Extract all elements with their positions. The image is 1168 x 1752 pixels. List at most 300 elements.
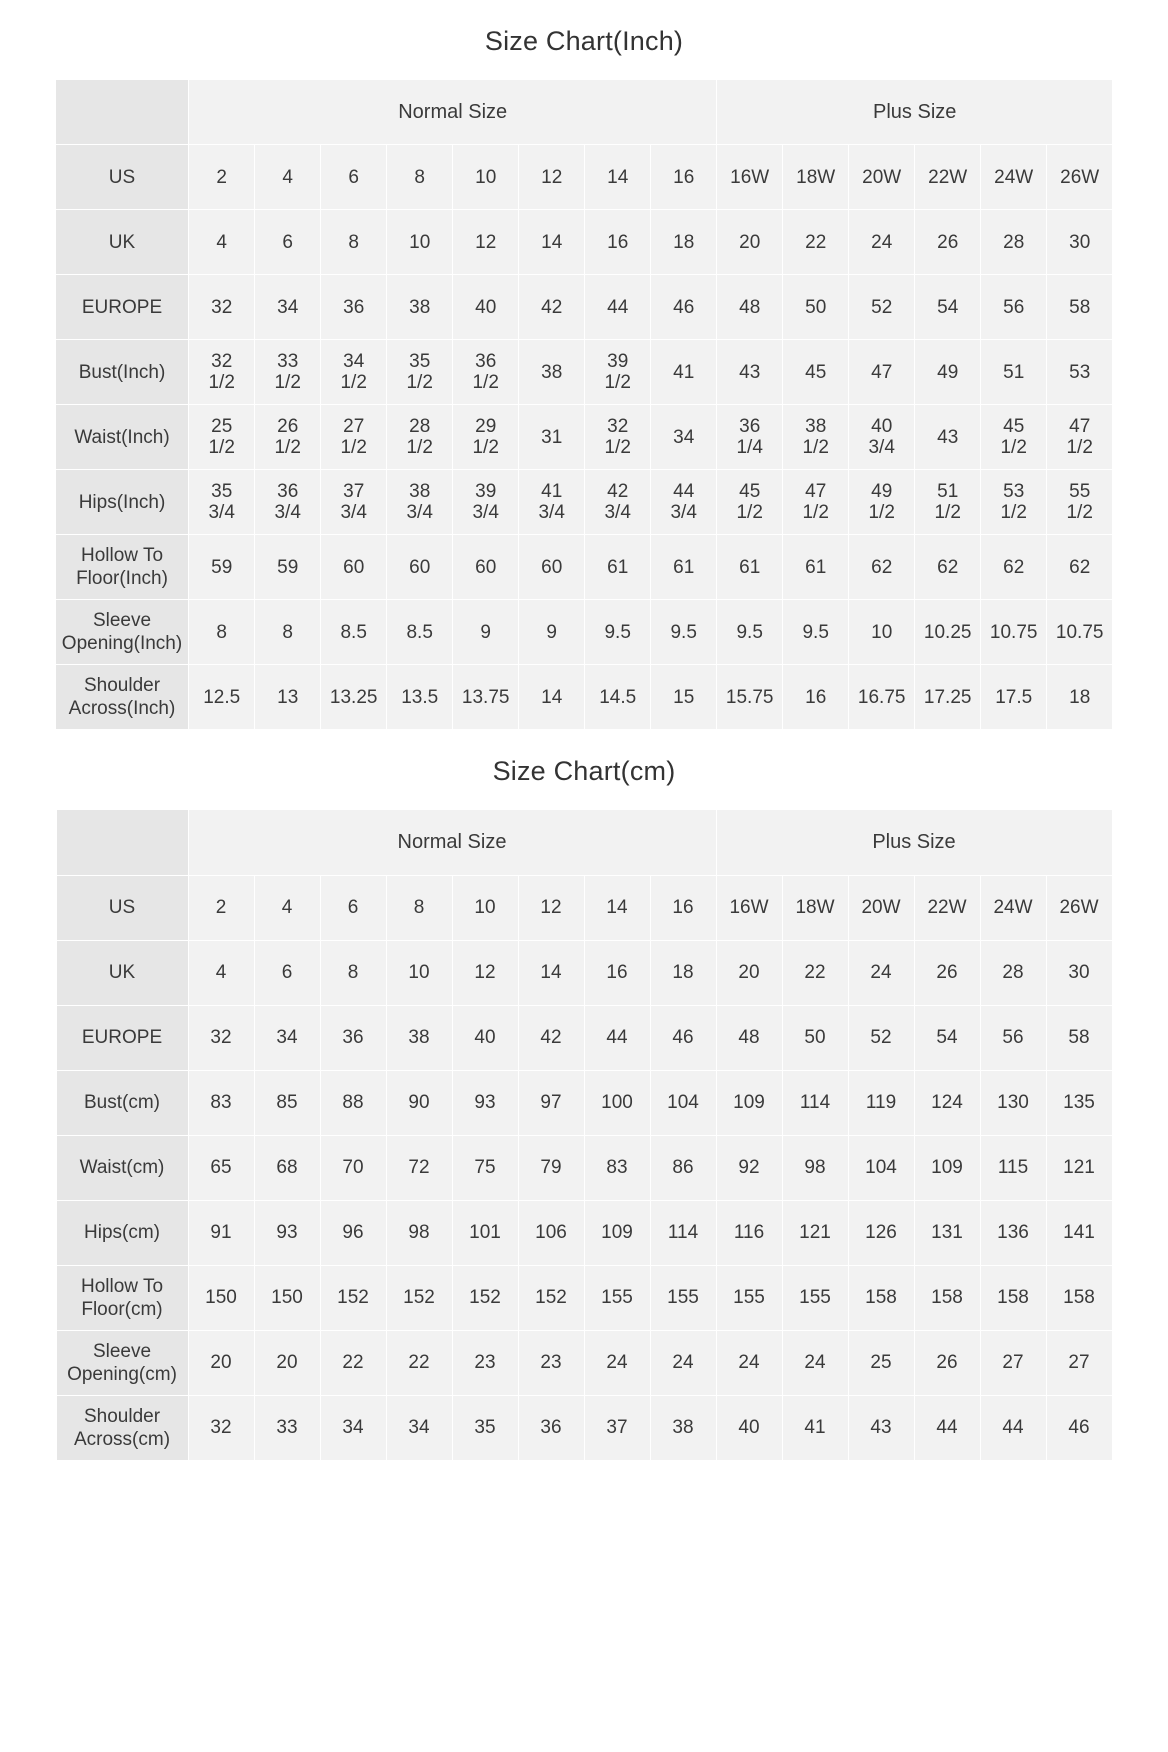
cell: 85 bbox=[254, 1070, 320, 1135]
cell: 26 bbox=[914, 940, 980, 1005]
cell: 20 bbox=[188, 1330, 254, 1395]
cell: 38 bbox=[650, 1395, 716, 1460]
cell: 10 bbox=[453, 145, 519, 210]
cell: 16 bbox=[584, 940, 650, 1005]
cell: 25 1/2 bbox=[189, 405, 255, 470]
cell: 16 bbox=[783, 665, 849, 730]
cell: 152 bbox=[386, 1265, 452, 1330]
cell: 8.5 bbox=[321, 600, 387, 665]
cell: 155 bbox=[782, 1265, 848, 1330]
cell: 61 bbox=[585, 535, 651, 600]
cell: 10 bbox=[849, 600, 915, 665]
row-header: Waist(Inch) bbox=[55, 405, 188, 470]
cell: 8 bbox=[386, 875, 452, 940]
cell: 22 bbox=[320, 1330, 386, 1395]
cell: 25 bbox=[848, 1330, 914, 1395]
cell: 62 bbox=[915, 535, 981, 600]
cell: 39 3/4 bbox=[453, 470, 519, 535]
cell: 9.5 bbox=[651, 600, 717, 665]
cell: 10.25 bbox=[915, 600, 981, 665]
cell: 12 bbox=[518, 875, 584, 940]
cell: 40 3/4 bbox=[849, 405, 915, 470]
size-table-inch bbox=[55, 79, 1113, 730]
cell: 6 bbox=[254, 940, 320, 1005]
cell: 15 bbox=[651, 665, 717, 730]
cell: 24 bbox=[716, 1330, 782, 1395]
cell: 42 bbox=[518, 1005, 584, 1070]
cell: 13 bbox=[255, 665, 321, 730]
cell: 6 bbox=[255, 210, 321, 275]
cell: 38 3/4 bbox=[387, 470, 453, 535]
cell: 45 bbox=[783, 340, 849, 405]
cell: 37 3/4 bbox=[321, 470, 387, 535]
cell: 14 bbox=[518, 940, 584, 1005]
cell: 58 bbox=[1046, 1005, 1112, 1070]
table-row bbox=[56, 1330, 1112, 1395]
row-header: Shoulder Across(Inch) bbox=[55, 665, 188, 730]
cell: 93 bbox=[452, 1070, 518, 1135]
group-header-normal-size: Normal Size bbox=[188, 810, 716, 875]
cell: 32 bbox=[189, 275, 255, 340]
row-header: Bust(Inch) bbox=[55, 340, 188, 405]
size-table-cm bbox=[56, 809, 1113, 1460]
cell: 49 bbox=[915, 340, 981, 405]
row-header: EUROPE bbox=[56, 1005, 188, 1070]
cell: 155 bbox=[650, 1265, 716, 1330]
cell: 13.25 bbox=[321, 665, 387, 730]
cell: 24 bbox=[650, 1330, 716, 1395]
cell: 86 bbox=[650, 1135, 716, 1200]
cell: 59 bbox=[189, 535, 255, 600]
cell: 150 bbox=[188, 1265, 254, 1330]
cell: 52 bbox=[848, 1005, 914, 1070]
cell: 50 bbox=[783, 275, 849, 340]
cell: 12.5 bbox=[189, 665, 255, 730]
row-header: US bbox=[56, 875, 188, 940]
cell: 54 bbox=[915, 275, 981, 340]
cell: 62 bbox=[849, 535, 915, 600]
cell: 36 1/4 bbox=[717, 405, 783, 470]
cell: 40 bbox=[453, 275, 519, 340]
cell: 27 bbox=[1046, 1330, 1112, 1395]
cell: 61 bbox=[717, 535, 783, 600]
cell: 62 bbox=[1047, 535, 1113, 600]
cell: 33 bbox=[254, 1395, 320, 1460]
cell: 14 bbox=[584, 875, 650, 940]
cell: 104 bbox=[848, 1135, 914, 1200]
cell: 8 bbox=[255, 600, 321, 665]
cell: 16 bbox=[585, 210, 651, 275]
cell: 20W bbox=[849, 145, 915, 210]
cell: 26 bbox=[914, 1330, 980, 1395]
cell: 34 bbox=[254, 1005, 320, 1070]
cell: 24 bbox=[849, 210, 915, 275]
cell: 38 bbox=[386, 1005, 452, 1070]
cell: 115 bbox=[980, 1135, 1046, 1200]
cell: 24 bbox=[782, 1330, 848, 1395]
cell: 35 3/4 bbox=[189, 470, 255, 535]
cell: 152 bbox=[518, 1265, 584, 1330]
cell: 16W bbox=[716, 875, 782, 940]
cell: 8 bbox=[320, 940, 386, 1005]
cell: 96 bbox=[320, 1200, 386, 1265]
page-title-cm: Size Chart(cm) bbox=[492, 756, 676, 787]
cell: 12 bbox=[452, 940, 518, 1005]
cell: 22 bbox=[783, 210, 849, 275]
cell: 26W bbox=[1046, 875, 1112, 940]
cell: 13.5 bbox=[387, 665, 453, 730]
cell: 4 bbox=[255, 145, 321, 210]
group-header-normal-size: Normal Size bbox=[189, 80, 717, 145]
cell: 116 bbox=[716, 1200, 782, 1265]
cell: 6 bbox=[321, 145, 387, 210]
cell: 27 bbox=[980, 1330, 1046, 1395]
row-header: Hips(Inch) bbox=[55, 470, 188, 535]
cell: 10 bbox=[387, 210, 453, 275]
cell: 47 1/2 bbox=[783, 470, 849, 535]
cell: 34 1/2 bbox=[321, 340, 387, 405]
cell: 4 bbox=[254, 875, 320, 940]
cell: 14 bbox=[519, 210, 585, 275]
cell: 158 bbox=[914, 1265, 980, 1330]
table-corner-cell bbox=[56, 810, 188, 875]
cell: 46 bbox=[650, 1005, 716, 1070]
cell: 23 bbox=[452, 1330, 518, 1395]
cell: 36 1/2 bbox=[453, 340, 519, 405]
table-corner-cell bbox=[55, 80, 188, 145]
cell: 18W bbox=[782, 875, 848, 940]
cell: 100 bbox=[584, 1070, 650, 1135]
cell: 43 bbox=[915, 405, 981, 470]
cell: 24W bbox=[981, 145, 1047, 210]
cell: 51 1/2 bbox=[915, 470, 981, 535]
cell: 9.5 bbox=[783, 600, 849, 665]
cell: 44 bbox=[980, 1395, 1046, 1460]
cell: 136 bbox=[980, 1200, 1046, 1265]
cell: 12 bbox=[453, 210, 519, 275]
cell: 61 bbox=[783, 535, 849, 600]
cell: 14 bbox=[519, 665, 585, 730]
cell: 18W bbox=[783, 145, 849, 210]
cell: 37 bbox=[584, 1395, 650, 1460]
cell: 43 bbox=[717, 340, 783, 405]
cell: 119 bbox=[848, 1070, 914, 1135]
cell: 38 1/2 bbox=[783, 405, 849, 470]
table-row-groups bbox=[56, 810, 1112, 875]
cell: 93 bbox=[254, 1200, 320, 1265]
cell: 9 bbox=[519, 600, 585, 665]
cell: 10.75 bbox=[981, 600, 1047, 665]
cell: 14 bbox=[585, 145, 651, 210]
cell: 97 bbox=[518, 1070, 584, 1135]
cell: 28 bbox=[981, 210, 1047, 275]
cell: 54 bbox=[914, 1005, 980, 1070]
cell: 20 bbox=[717, 210, 783, 275]
cell: 60 bbox=[453, 535, 519, 600]
cell: 32 bbox=[188, 1395, 254, 1460]
cell: 20W bbox=[848, 875, 914, 940]
cell: 2 bbox=[188, 875, 254, 940]
cell: 22 bbox=[386, 1330, 452, 1395]
cell: 16 bbox=[650, 875, 716, 940]
table-row bbox=[55, 145, 1112, 210]
cell: 20 bbox=[254, 1330, 320, 1395]
cell: 6 bbox=[320, 875, 386, 940]
cell: 79 bbox=[518, 1135, 584, 1200]
table-row bbox=[55, 340, 1112, 405]
cell: 41 3/4 bbox=[519, 470, 585, 535]
cell: 24W bbox=[980, 875, 1046, 940]
cell: 70 bbox=[320, 1135, 386, 1200]
cell: 18 bbox=[650, 940, 716, 1005]
cell: 130 bbox=[980, 1070, 1046, 1135]
cell: 42 bbox=[519, 275, 585, 340]
group-header-plus-size: Plus Size bbox=[716, 810, 1112, 875]
cell: 49 1/2 bbox=[849, 470, 915, 535]
cell: 50 bbox=[782, 1005, 848, 1070]
cell: 44 3/4 bbox=[651, 470, 717, 535]
cell: 53 bbox=[1047, 340, 1113, 405]
cell: 41 bbox=[782, 1395, 848, 1460]
cell: 17.5 bbox=[981, 665, 1047, 730]
row-header: Hips(cm) bbox=[56, 1200, 188, 1265]
cell: 65 bbox=[188, 1135, 254, 1200]
cell: 10 bbox=[386, 940, 452, 1005]
cell: 52 bbox=[849, 275, 915, 340]
cell: 2 bbox=[189, 145, 255, 210]
cell: 59 bbox=[255, 535, 321, 600]
cell: 40 bbox=[716, 1395, 782, 1460]
cell: 8 bbox=[387, 145, 453, 210]
cell: 10 bbox=[452, 875, 518, 940]
cell: 34 bbox=[386, 1395, 452, 1460]
cell: 15.75 bbox=[717, 665, 783, 730]
table-row bbox=[56, 1070, 1112, 1135]
cell: 98 bbox=[386, 1200, 452, 1265]
row-header: Bust(cm) bbox=[56, 1070, 188, 1135]
table-row bbox=[56, 1135, 1112, 1200]
cell: 9.5 bbox=[585, 600, 651, 665]
cell: 47 bbox=[849, 340, 915, 405]
cell: 30 bbox=[1046, 940, 1112, 1005]
table-row bbox=[55, 210, 1112, 275]
cell: 158 bbox=[980, 1265, 1046, 1330]
cell: 28 bbox=[980, 940, 1046, 1005]
cell: 90 bbox=[386, 1070, 452, 1135]
cell: 109 bbox=[584, 1200, 650, 1265]
row-header: Hollow To Floor(cm) bbox=[56, 1265, 188, 1330]
cell: 46 bbox=[651, 275, 717, 340]
cell: 39 1/2 bbox=[585, 340, 651, 405]
cell: 155 bbox=[716, 1265, 782, 1330]
table-row bbox=[55, 535, 1112, 600]
cell: 45 1/2 bbox=[717, 470, 783, 535]
cell: 124 bbox=[914, 1070, 980, 1135]
cell: 135 bbox=[1046, 1070, 1112, 1135]
cell: 109 bbox=[716, 1070, 782, 1135]
cell: 23 bbox=[518, 1330, 584, 1395]
cell: 34 bbox=[651, 405, 717, 470]
cell: 72 bbox=[386, 1135, 452, 1200]
cell: 29 1/2 bbox=[453, 405, 519, 470]
cell: 36 bbox=[321, 275, 387, 340]
cell: 26 bbox=[915, 210, 981, 275]
cell: 33 1/2 bbox=[255, 340, 321, 405]
group-header-plus-size: Plus Size bbox=[717, 80, 1113, 145]
cell: 44 bbox=[585, 275, 651, 340]
cell: 24 bbox=[584, 1330, 650, 1395]
cell: 47 1/2 bbox=[1047, 405, 1113, 470]
size-table-cm-body bbox=[56, 810, 1112, 1460]
cell: 60 bbox=[387, 535, 453, 600]
cell: 55 1/2 bbox=[1047, 470, 1113, 535]
cell: 114 bbox=[650, 1200, 716, 1265]
cell: 58 bbox=[1047, 275, 1113, 340]
cell: 104 bbox=[650, 1070, 716, 1135]
cell: 28 1/2 bbox=[387, 405, 453, 470]
row-header: Waist(cm) bbox=[56, 1135, 188, 1200]
cell: 31 bbox=[519, 405, 585, 470]
table-row bbox=[55, 665, 1112, 730]
cell: 22W bbox=[914, 875, 980, 940]
cell: 109 bbox=[914, 1135, 980, 1200]
row-header: Sleeve Opening(cm) bbox=[56, 1330, 188, 1395]
cell: 114 bbox=[782, 1070, 848, 1135]
table-row bbox=[56, 1395, 1112, 1460]
cell: 68 bbox=[254, 1135, 320, 1200]
cell: 16 bbox=[651, 145, 717, 210]
cell: 8.5 bbox=[387, 600, 453, 665]
cell: 106 bbox=[518, 1200, 584, 1265]
cell: 83 bbox=[584, 1135, 650, 1200]
cell: 36 bbox=[518, 1395, 584, 1460]
cell: 44 bbox=[584, 1005, 650, 1070]
cell: 24 bbox=[848, 940, 914, 1005]
table-row bbox=[55, 405, 1112, 470]
cell: 26 1/2 bbox=[255, 405, 321, 470]
cell: 27 1/2 bbox=[321, 405, 387, 470]
table-row bbox=[56, 1265, 1112, 1330]
table-row bbox=[56, 940, 1112, 1005]
cell: 9 bbox=[453, 600, 519, 665]
cell: 46 bbox=[1046, 1395, 1112, 1460]
cell: 13.75 bbox=[453, 665, 519, 730]
table-row bbox=[56, 875, 1112, 940]
row-header: Shoulder Across(cm) bbox=[56, 1395, 188, 1460]
table-row bbox=[55, 600, 1112, 665]
cell: 75 bbox=[452, 1135, 518, 1200]
table-row-groups bbox=[55, 80, 1112, 145]
cell: 17.25 bbox=[915, 665, 981, 730]
cell: 158 bbox=[1046, 1265, 1112, 1330]
size-chart-cm-section bbox=[0, 730, 1168, 1460]
cell: 26W bbox=[1047, 145, 1113, 210]
cell: 38 bbox=[387, 275, 453, 340]
row-header: UK bbox=[56, 940, 188, 1005]
cell: 88 bbox=[320, 1070, 386, 1135]
cell: 141 bbox=[1046, 1200, 1112, 1265]
cell: 60 bbox=[519, 535, 585, 600]
cell: 53 1/2 bbox=[981, 470, 1047, 535]
cell: 22W bbox=[915, 145, 981, 210]
cell: 16W bbox=[717, 145, 783, 210]
cell: 35 bbox=[452, 1395, 518, 1460]
row-header: Hollow To Floor(Inch) bbox=[55, 535, 188, 600]
size-table-inch-body bbox=[55, 80, 1112, 730]
cell: 9.5 bbox=[717, 600, 783, 665]
cell: 10.75 bbox=[1047, 600, 1113, 665]
cell: 45 1/2 bbox=[981, 405, 1047, 470]
cell: 48 bbox=[717, 275, 783, 340]
cell: 34 bbox=[320, 1395, 386, 1460]
cell: 61 bbox=[651, 535, 717, 600]
cell: 158 bbox=[848, 1265, 914, 1330]
cell: 32 1/2 bbox=[189, 340, 255, 405]
row-header: Sleeve Opening(Inch) bbox=[55, 600, 188, 665]
table-row bbox=[55, 275, 1112, 340]
cell: 18 bbox=[1047, 665, 1113, 730]
cell: 51 bbox=[981, 340, 1047, 405]
cell: 42 3/4 bbox=[585, 470, 651, 535]
cell: 131 bbox=[914, 1200, 980, 1265]
size-chart-inch-section bbox=[0, 0, 1168, 730]
cell: 121 bbox=[1046, 1135, 1112, 1200]
cell: 32 1/2 bbox=[585, 405, 651, 470]
cell: 18 bbox=[651, 210, 717, 275]
cell: 35 1/2 bbox=[387, 340, 453, 405]
cell: 32 bbox=[188, 1005, 254, 1070]
cell: 20 bbox=[716, 940, 782, 1005]
cell: 40 bbox=[452, 1005, 518, 1070]
cell: 30 bbox=[1047, 210, 1113, 275]
cell: 36 bbox=[320, 1005, 386, 1070]
cell: 60 bbox=[321, 535, 387, 600]
cell: 150 bbox=[254, 1265, 320, 1330]
cell: 16.75 bbox=[849, 665, 915, 730]
cell: 62 bbox=[981, 535, 1047, 600]
cell: 101 bbox=[452, 1200, 518, 1265]
table-row bbox=[56, 1200, 1112, 1265]
cell: 22 bbox=[782, 940, 848, 1005]
cell: 92 bbox=[716, 1135, 782, 1200]
cell: 44 bbox=[914, 1395, 980, 1460]
cell: 48 bbox=[716, 1005, 782, 1070]
cell: 38 bbox=[519, 340, 585, 405]
cell: 91 bbox=[188, 1200, 254, 1265]
cell: 43 bbox=[848, 1395, 914, 1460]
cell: 152 bbox=[452, 1265, 518, 1330]
cell: 14.5 bbox=[585, 665, 651, 730]
cell: 83 bbox=[188, 1070, 254, 1135]
cell: 12 bbox=[519, 145, 585, 210]
cell: 8 bbox=[321, 210, 387, 275]
row-header: US bbox=[55, 145, 188, 210]
row-header: UK bbox=[55, 210, 188, 275]
cell: 152 bbox=[320, 1265, 386, 1330]
cell: 98 bbox=[782, 1135, 848, 1200]
page-title-inch: Size Chart(Inch) bbox=[484, 26, 684, 56]
table-row bbox=[56, 1005, 1112, 1070]
row-header: EUROPE bbox=[55, 275, 188, 340]
cell: 155 bbox=[584, 1265, 650, 1330]
cell: 4 bbox=[189, 210, 255, 275]
cell: 36 3/4 bbox=[255, 470, 321, 535]
cell: 126 bbox=[848, 1200, 914, 1265]
cell: 41 bbox=[651, 340, 717, 405]
cell: 56 bbox=[980, 1005, 1046, 1070]
table-row bbox=[55, 470, 1112, 535]
cell: 34 bbox=[255, 275, 321, 340]
